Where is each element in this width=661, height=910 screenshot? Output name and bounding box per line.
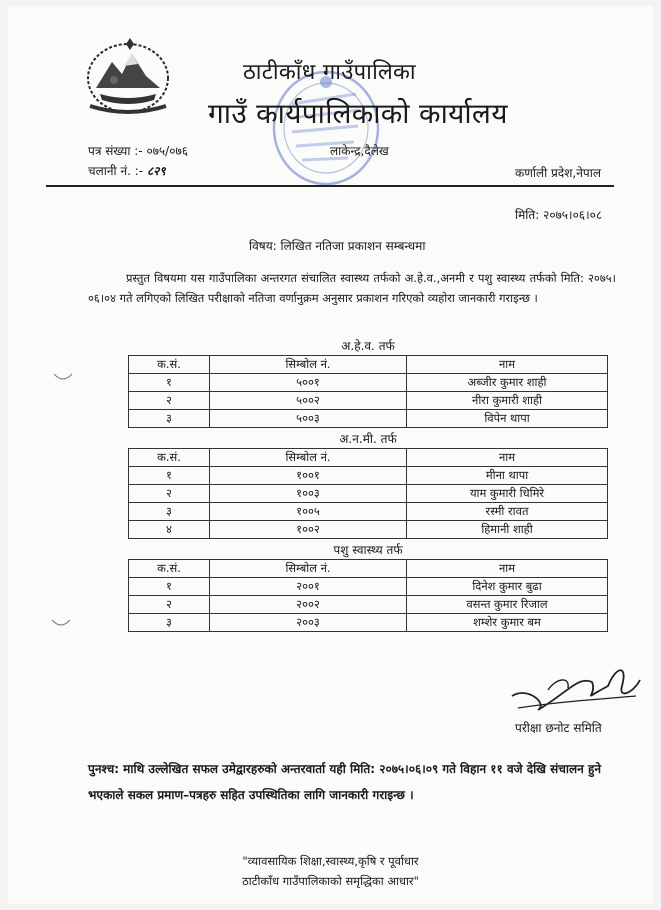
letter-subject: विषय: लिखित नतिजा प्रकाशन सम्बन्धमा — [249, 239, 426, 253]
cell-serial: ३ — [129, 503, 210, 521]
col-serial: क.सं. — [129, 356, 210, 374]
col-serial: क.सं. — [129, 560, 210, 578]
section-title-anm: अ.न.मी. तर्फ — [339, 432, 397, 446]
cell-name: नीरा कुमारी शाही — [407, 392, 608, 410]
cell-serial: १ — [129, 374, 210, 392]
punch-hole-icon — [52, 372, 74, 382]
section-title-ahw: अ.हे.व. तर्फ — [341, 339, 395, 353]
cell-symbol: १००५ — [210, 503, 407, 521]
cell-name: रस्मी रावत — [407, 503, 608, 521]
section-title-veterinary: पशु स्वास्थ्य तर्फ — [333, 543, 403, 557]
results-table-veterinary — [128, 559, 608, 632]
cell-symbol: २००३ — [210, 614, 407, 632]
results-table-ahw — [128, 355, 608, 428]
table-row — [129, 614, 608, 632]
table-row — [129, 392, 608, 410]
cell-name: दिनेश कुमार बुढा — [407, 578, 608, 596]
dispatch-value: ८२९ — [146, 164, 166, 178]
table-row — [129, 503, 608, 521]
letter-page — [8, 6, 653, 904]
signature-icon — [508, 656, 644, 718]
address-province: कर्णाली प्रदेश,नेपाल — [515, 166, 601, 180]
results-table-anm — [128, 448, 608, 539]
government-emblem-icon — [80, 36, 176, 116]
cell-symbol: ५००२ — [210, 392, 407, 410]
col-name: नाम — [407, 356, 608, 374]
cell-symbol: ५००३ — [210, 410, 407, 428]
col-symbol: सिम्बोल नं. — [210, 356, 407, 374]
cell-name: वसन्त कुमार रिजाल — [407, 596, 608, 614]
dispatch-label: चलानी नं. :- — [88, 164, 144, 178]
cell-symbol: ५००१ — [210, 374, 407, 392]
letter-number: पत्र संख्या :- ०७५/०७६ — [88, 144, 188, 158]
letter-date: मिति: २०७५।०६।०८ — [515, 208, 603, 222]
address-district: लाकेन्द्र,दैलेख — [330, 144, 389, 158]
table-row — [129, 521, 608, 539]
signature-label: परीक्षा छनोट समिति — [515, 721, 602, 735]
cell-serial: ३ — [129, 410, 210, 428]
table-row — [129, 410, 608, 428]
col-name: नाम — [407, 560, 608, 578]
cell-serial: २ — [129, 596, 210, 614]
table-header-row — [129, 356, 608, 374]
cell-name: विपेन थापा — [407, 410, 608, 428]
cell-symbol: १००१ — [210, 467, 407, 485]
col-name: नाम — [407, 449, 608, 467]
table-row — [129, 467, 608, 485]
cell-name: अब्जीर कुमार शाही — [407, 374, 608, 392]
cell-name: याम कुमारी धिमिरे — [407, 485, 608, 503]
cell-name: मीना थापा — [407, 467, 608, 485]
cell-symbol: २००२ — [210, 596, 407, 614]
table-header-row — [129, 560, 608, 578]
header-divider — [46, 185, 614, 187]
office-name: गाउँ कार्यपालिकाको कार्यालय — [208, 97, 508, 130]
cell-serial: २ — [129, 485, 210, 503]
table-row — [129, 485, 608, 503]
motto-line-1: "व्यावसायिक शिक्षा,स्वास्थ्य,कृषि र पूर्वाधार — [242, 854, 419, 868]
letter-body: प्रस्तुत विषयमा यस गाउँपालिका अन्तरगत संचालित स्वास्थ्य तर्फको अ.हे.व.,अनमी र पशु स्वास्थ्य तर्फको मिति: २०७५।०६।०४ गते लगिएको लिखित परीक्षाको नतिजा वर्णानुक्रम अनुसार प्रकाशन गरिएको व्यहोरा जानकारी गराइन्छ । — [88, 271, 616, 305]
punch-hole-icon — [50, 618, 72, 628]
cell-serial: १ — [129, 467, 210, 485]
table-row — [129, 596, 608, 614]
col-symbol: सिम्बोल नं. — [210, 560, 407, 578]
cell-name: हिमानी शाही — [407, 521, 608, 539]
postscript: पुनश्च: माथि उल्लेखित सफल उमेद्वारहरुको अन्तरवार्ता यही मिति: २०७५।०६।०९ गते विहान ११ वजे देखि संचालन हुने भएकाले सकल प्रमाण–पत्रहरु सहित उपस्थितिका लागि जानकारी गराइन्छ । — [88, 762, 602, 802]
municipality-name: ठाटीकाँध गाउँपालिका — [243, 60, 416, 85]
table-row — [129, 374, 608, 392]
cell-serial: २ — [129, 392, 210, 410]
cell-serial: ३ — [129, 614, 210, 632]
col-serial: क.सं. — [129, 449, 210, 467]
cell-name: शम्शेर कुमार बम — [407, 614, 608, 632]
table-header-row — [129, 449, 608, 467]
cell-symbol: १००३ — [210, 485, 407, 503]
cell-serial: ४ — [129, 521, 210, 539]
cell-symbol: १००२ — [210, 521, 407, 539]
dispatch-number — [88, 162, 166, 179]
cell-symbol: २००१ — [210, 578, 407, 596]
cell-serial: १ — [129, 578, 210, 596]
table-row — [129, 578, 608, 596]
col-symbol: सिम्बोल नं. — [210, 449, 407, 467]
motto-line-2: ठाटीकाँध गाउँपालिकाको समृद्धिका आधार" — [242, 874, 419, 888]
